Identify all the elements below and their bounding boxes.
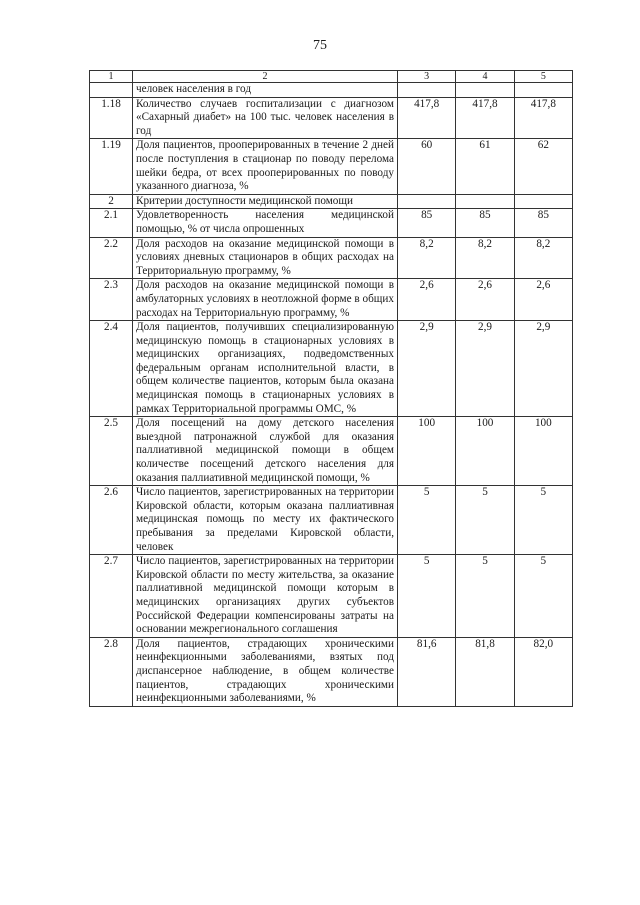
value-cell-col3: 2,6: [398, 279, 456, 321]
value-cell-col5: 5: [514, 486, 572, 555]
indicator-text-cell: Критерии доступности медицинской помощи: [133, 194, 398, 209]
table-row: [90, 417, 573, 486]
row-number-cell: [90, 83, 133, 98]
indicator-text-cell: Доля пациентов, страдающих хроническими неинфекционными заболеваниями, взятых под диспансерное наблюдение, в общем количестве пациентов, страдающих хроническими неинфекционными заболеваниями, %: [133, 637, 398, 706]
value-cell-col3: 85: [398, 209, 456, 237]
header-cell: 4: [456, 71, 514, 83]
value-cell-col5: 100: [514, 417, 572, 486]
value-cell-col4: 81,8: [456, 637, 514, 706]
row-number-cell: 2.6: [90, 486, 133, 555]
value-cell-col4: 85: [456, 209, 514, 237]
indicators-table: [89, 70, 573, 707]
table-row: [90, 83, 573, 98]
indicator-text-cell: Доля пациентов, получивших специализированную медицинскую помощь в стационарных условиях в медицинских организациях, подведомственных федеральным органам исполнительной власти, в общем количестве пациентов, которым была оказана медицинская помощь в стационарных условиях в рамках Территориальной программы ОМС, %: [133, 321, 398, 417]
indicator-text-cell: Число пациентов, зарегистрированных на территории Кировской области по месту жительства, за оказание паллиативной медицинской помощи которым в медицинских организациях других субъектов Российской Федерации компенсированы затраты на основании межрегионального соглашения: [133, 555, 398, 638]
table-row: [90, 139, 573, 194]
header-cell: 5: [514, 71, 572, 83]
value-cell-col5: [514, 83, 572, 98]
value-cell-col4: 5: [456, 555, 514, 638]
indicator-text-cell: Доля расходов на оказание медицинской помощи в условиях дневных стационаров в общих расходах на Территориальную программу, %: [133, 237, 398, 279]
row-number-cell: 2.5: [90, 417, 133, 486]
table-row: [90, 486, 573, 555]
value-cell-col4: [456, 194, 514, 209]
value-cell-col5: 5: [514, 555, 572, 638]
table-header-row: [90, 71, 573, 83]
row-number-cell: 1.18: [90, 97, 133, 139]
table-row: [90, 321, 573, 417]
header-cell: 3: [398, 71, 456, 83]
value-cell-col5: 85: [514, 209, 572, 237]
table-row: [90, 209, 573, 237]
value-cell-col3: 81,6: [398, 637, 456, 706]
value-cell-col5: 2,9: [514, 321, 572, 417]
value-cell-col5: 82,0: [514, 637, 572, 706]
row-number-cell: 2.2: [90, 237, 133, 279]
value-cell-col4: [456, 83, 514, 98]
row-number-cell: 2: [90, 194, 133, 209]
value-cell-col5: [514, 194, 572, 209]
value-cell-col5: 2,6: [514, 279, 572, 321]
indicator-text-cell: Удовлетворенность населения медицинской помощью, % от числа опрошенных: [133, 209, 398, 237]
value-cell-col4: 417,8: [456, 97, 514, 139]
value-cell-col3: [398, 83, 456, 98]
table-row: [90, 637, 573, 706]
row-number-cell: 2.4: [90, 321, 133, 417]
indicator-text-cell: Доля пациентов, прооперированных в течение 2 дней после поступления в стационар по поводу перелома шейки бедра, от всех прооперированных по поводу указанного диагноза, %: [133, 139, 398, 194]
table-row: [90, 194, 573, 209]
header-cell: 1: [90, 71, 133, 83]
value-cell-col3: 417,8: [398, 97, 456, 139]
table-row: [90, 279, 573, 321]
table-row: [90, 97, 573, 139]
value-cell-col5: 417,8: [514, 97, 572, 139]
indicator-text-cell: Доля расходов на оказание медицинской помощи в амбулаторных условиях в неотложной форме в общих расходах на Территориальную программу, %: [133, 279, 398, 321]
value-cell-col4: 61: [456, 139, 514, 194]
value-cell-col5: 8,2: [514, 237, 572, 279]
value-cell-col5: 62: [514, 139, 572, 194]
indicator-text-cell: Количество случаев госпитализации с диагнозом «Сахарный диабет» на 100 тыс. человек населения в год: [133, 97, 398, 139]
row-number-cell: 2.3: [90, 279, 133, 321]
value-cell-col3: 8,2: [398, 237, 456, 279]
row-number-cell: 2.1: [90, 209, 133, 237]
table-row: [90, 237, 573, 279]
value-cell-col3: 60: [398, 139, 456, 194]
table-row: [90, 555, 573, 638]
indicator-text-cell: человек населения в год: [133, 83, 398, 98]
value-cell-col4: 100: [456, 417, 514, 486]
value-cell-col4: 5: [456, 486, 514, 555]
value-cell-col3: 2,9: [398, 321, 456, 417]
value-cell-col4: 2,9: [456, 321, 514, 417]
header-cell: 2: [133, 71, 398, 83]
page-number: 75: [313, 38, 327, 53]
row-number-cell: 2.8: [90, 637, 133, 706]
value-cell-col3: 100: [398, 417, 456, 486]
value-cell-col3: 5: [398, 555, 456, 638]
indicator-text-cell: Доля посещений на дому детского населения выездной патронажной службой для оказания паллиативной медицинской помощи в общем количестве посещений детского населения для оказания паллиативной медицинской помощи, %: [133, 417, 398, 486]
value-cell-col3: [398, 194, 456, 209]
row-number-cell: 2.7: [90, 555, 133, 638]
row-number-cell: 1.19: [90, 139, 133, 194]
indicator-text-cell: Число пациентов, зарегистрированных на территории Кировской области, которым оказана паллиативная медицинская помощь по месту их фактического пребывания за пределами Кировской области, человек: [133, 486, 398, 555]
value-cell-col3: 5: [398, 486, 456, 555]
value-cell-col4: 2,6: [456, 279, 514, 321]
value-cell-col4: 8,2: [456, 237, 514, 279]
